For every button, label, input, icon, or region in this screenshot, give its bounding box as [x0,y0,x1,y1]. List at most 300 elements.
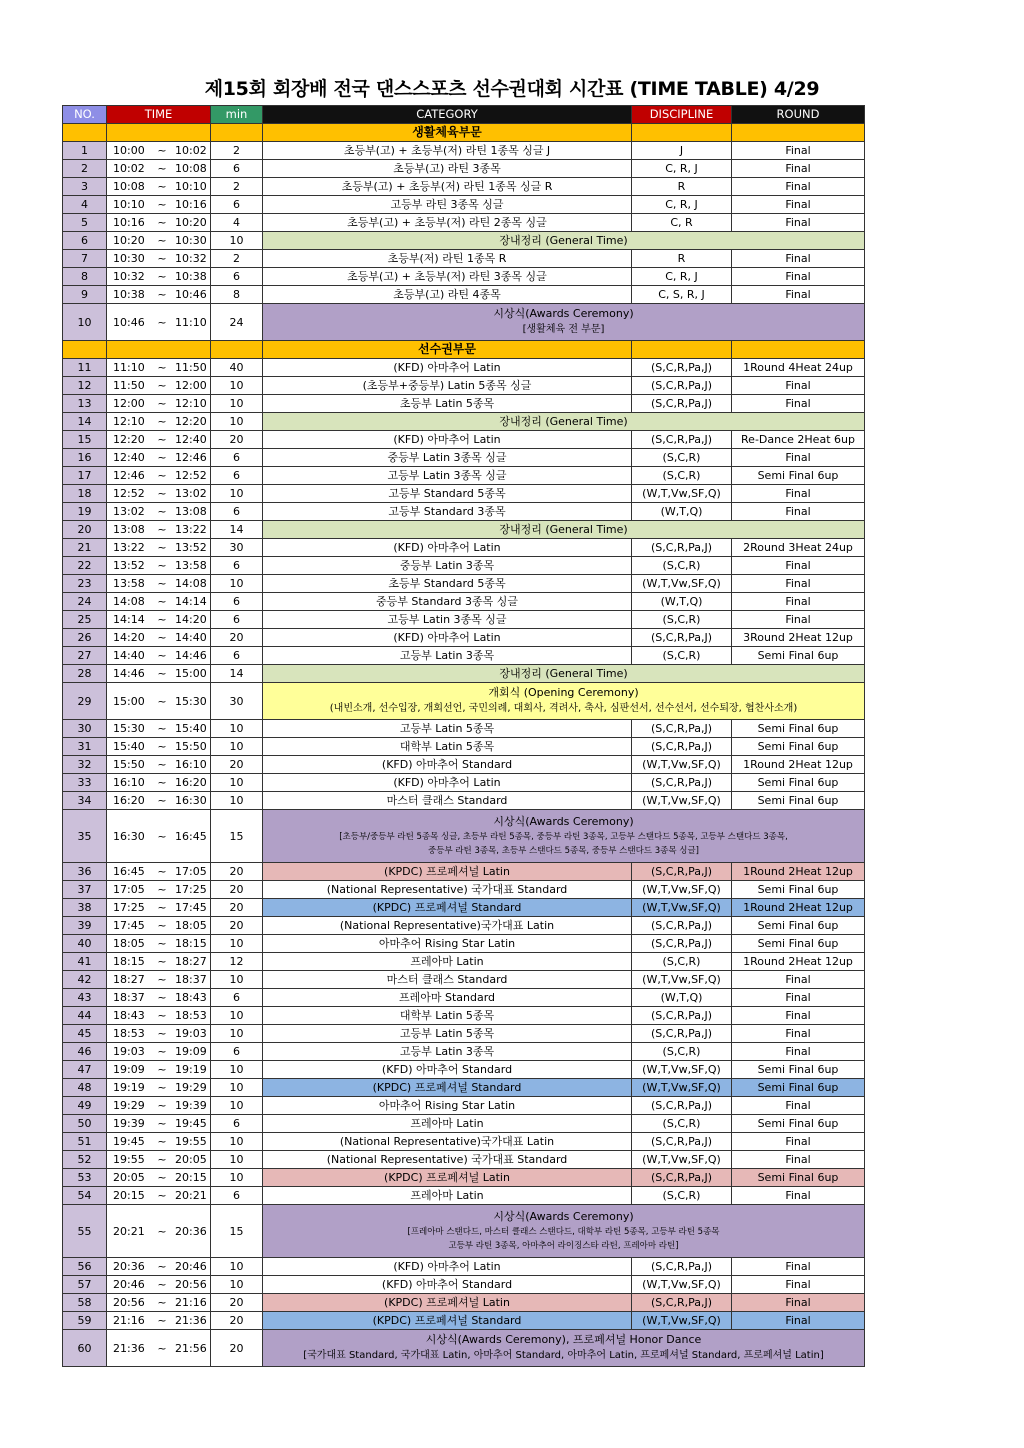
row-time [107,1025,211,1043]
row-number: 14 [63,413,107,431]
row-minutes: 20 [211,431,263,449]
row-minutes: 15 [211,810,263,863]
row-start-time: 10:32 [113,270,145,283]
table-row [63,575,865,593]
table-row [63,413,865,431]
row-round: Final [732,971,865,989]
row-round: Final [732,575,865,593]
row-category: (KFD) 아마추어 Standard [263,1061,632,1079]
row-discipline: (S,C,R,Pa,J) [632,539,732,557]
row-number: 37 [63,881,107,899]
row-time-separator: ~ [157,1081,167,1094]
row-end-time: 10:46 [175,288,207,301]
row-category: 고등부 Latin 3종목 [263,1043,632,1061]
row-time [107,629,211,647]
row-minutes: 10 [211,1025,263,1043]
row-time-separator: ~ [157,1117,167,1130]
row-discipline: (S,C,R,Pa,J) [632,935,732,953]
row-minutes: 30 [211,683,263,720]
row-round: Final [732,1025,865,1043]
row-end-time: 16:45 [175,829,207,843]
row-time-separator: ~ [157,631,167,644]
row-time-separator: ~ [157,162,167,175]
row-time-separator: ~ [157,1153,167,1166]
row-start-time: 13:58 [113,577,145,590]
table-row [63,1025,865,1043]
row-end-time: 18:27 [175,955,207,968]
table-row [63,1097,865,1115]
row-round: Semi Final 6up [732,1115,865,1133]
table-row [63,917,865,935]
row-number: 51 [63,1133,107,1151]
row-time [107,810,211,863]
row-end-time: 13:52 [175,541,207,554]
row-time-separator: ~ [157,937,167,950]
row-minutes: 10 [211,1079,263,1097]
row-discipline: (S,C,R,Pa,J) [632,1025,732,1043]
row-discipline: (S,C,R,Pa,J) [632,377,732,395]
row-time-separator: ~ [157,523,167,536]
table-row [63,1169,865,1187]
row-start-time: 20:46 [113,1278,145,1291]
row-start-time: 11:50 [113,379,145,392]
row-round: Semi Final 6up [732,881,865,899]
row-time [107,286,211,304]
row-number: 28 [63,665,107,683]
row-number: 2 [63,160,107,178]
row-discipline: (S,C,R,Pa,J) [632,1007,732,1025]
row-time-separator: ~ [157,595,167,608]
row-number: 42 [63,971,107,989]
row-discipline: C, S, R, J [632,286,732,304]
row-time-separator: ~ [157,694,167,708]
row-number: 60 [63,1330,107,1367]
row-time-separator: ~ [157,469,167,482]
row-time-separator: ~ [157,955,167,968]
row-discipline: (W,T,Vw,SF,Q) [632,881,732,899]
row-category: (KFD) 아마추어 Latin [263,431,632,449]
row-time [107,232,211,250]
row-discipline: C, R, J [632,196,732,214]
row-start-time: 12:20 [113,433,145,446]
row-category: (KPDC) 프로페셔널 Standard [263,899,632,917]
row-time-separator: ~ [157,1341,167,1355]
row-number: 46 [63,1043,107,1061]
row-end-time: 18:53 [175,1009,207,1022]
row-number: 54 [63,1187,107,1205]
row-round: Final [732,449,865,467]
row-start-time: 12:52 [113,487,145,500]
row-time-separator: ~ [157,1045,167,1058]
row-number: 3 [63,178,107,196]
row-round: 1Round 2Heat 12up [732,756,865,774]
row-number: 8 [63,268,107,286]
row-discipline: (W,T,Vw,SF,Q) [632,575,732,593]
row-time-separator: ~ [157,722,167,735]
row-discipline: (W,T,Q) [632,503,732,521]
row-category: (KPDC) 프로페셔널 Standard [263,1079,632,1097]
row-start-time: 21:36 [113,1341,145,1355]
row-category: 마스터 클래스 Standard [263,792,632,810]
row-start-time: 10:08 [113,180,145,193]
row-time-separator: ~ [157,270,167,283]
row-category-line3: 중등부 라틴 3종목, 초등부 스탠다드 5종목, 중등부 스탠다드 3종목 싱글] [428,846,699,856]
row-time [107,593,211,611]
table-row [63,539,865,557]
table-row [63,1294,865,1312]
row-category: (초등부+중등부) Latin 5종목 싱글 [263,377,632,395]
row-category [263,810,865,863]
row-category-line1: 장내정리 (General Time) [499,233,628,247]
table-row [63,792,865,810]
row-end-time: 13:08 [175,505,207,518]
table-row [63,810,865,863]
row-round: Final [732,268,865,286]
row-discipline: (S,C,R,Pa,J) [632,431,732,449]
row-category [263,665,865,683]
row-category [263,1330,865,1367]
row-time-separator: ~ [157,180,167,193]
row-number: 48 [63,1079,107,1097]
row-round: Semi Final 6up [732,792,865,810]
row-end-time: 12:52 [175,469,207,482]
row-time [107,1258,211,1276]
row-start-time: 13:22 [113,541,145,554]
row-time [107,1205,211,1258]
row-end-time: 11:50 [175,361,207,374]
row-number: 55 [63,1205,107,1258]
table-row [63,485,865,503]
row-end-time: 14:40 [175,631,207,644]
row-discipline: (W,T,Vw,SF,Q) [632,971,732,989]
row-category: 고등부 Latin 3종목 [263,647,632,665]
row-category: (KFD) 아마추어 Latin [263,629,632,647]
row-number: 56 [63,1258,107,1276]
row-end-time: 21:36 [175,1314,207,1327]
row-minutes: 10 [211,1276,263,1294]
row-round: Semi Final 6up [732,1061,865,1079]
table-row [63,449,865,467]
row-end-time: 10:08 [175,162,207,175]
row-time-separator: ~ [157,883,167,896]
row-round: Final [732,557,865,575]
section-blank-cell [632,341,732,359]
table-row [63,1115,865,1133]
row-round: Re-Dance 2Heat 6up [732,431,865,449]
page-title: 제15회 회장배 전국 댄스스포츠 선수권대회 시간표 (TIME TABLE) 4/29 [204,78,820,100]
row-time-separator: ~ [157,613,167,626]
row-time [107,971,211,989]
row-start-time: 20:56 [113,1296,145,1309]
row-minutes: 6 [211,449,263,467]
row-time-separator: ~ [157,397,167,410]
row-category-line2: [프레아마 스탠다드, 마스터 클래스 스탠다드, 대학부 라틴 5종목, 고등부 라틴 5종목 [407,1227,720,1237]
row-time-separator: ~ [157,487,167,500]
row-end-time: 13:02 [175,487,207,500]
row-category: 대학부 Latin 5종목 [263,1007,632,1025]
row-number: 4 [63,196,107,214]
row-round: Semi Final 6up [732,738,865,756]
row-category: 초등부(저) 라틴 1종목 R [263,250,632,268]
row-start-time: 10:16 [113,216,145,229]
row-end-time: 13:22 [175,523,207,536]
header-time: TIME [107,106,211,124]
row-category-line1: 시상식(Awards Ceremony) [493,1210,634,1223]
table-row [63,304,865,341]
row-time [107,268,211,286]
table-row [63,557,865,575]
row-end-time: 20:05 [175,1153,207,1166]
row-number: 24 [63,593,107,611]
header-round: ROUND [732,106,865,124]
row-start-time: 10:00 [113,144,145,157]
row-discipline: (W,T,Vw,SF,Q) [632,1312,732,1330]
row-number: 35 [63,810,107,863]
table-row [63,1312,865,1330]
row-time [107,449,211,467]
row-end-time: 12:00 [175,379,207,392]
row-category-line2: (내빈소개, 선수입장, 개회선언, 국민의례, 대회사, 격려사, 축사, 심판선서, 선수선서, 선수퇴장, 협찬사소개) [329,703,798,714]
row-round: Semi Final 6up [732,720,865,738]
row-category: 고등부 Latin 3종목 싱글 [263,467,632,485]
row-category-line3: 고등부 라틴 3종목, 아마추어 라이징스타 라틴, 프레아마 라틴] [448,1241,679,1251]
row-discipline: (S,C,R,Pa,J) [632,1258,732,1276]
row-number: 39 [63,917,107,935]
row-category: (KFD) 아마추어 Latin [263,1258,632,1276]
row-number: 13 [63,395,107,413]
row-time-separator: ~ [157,216,167,229]
row-start-time: 14:08 [113,595,145,608]
row-end-time: 14:14 [175,595,207,608]
row-discipline: C, R [632,214,732,232]
row-round: Final [732,160,865,178]
row-number: 40 [63,935,107,953]
section-blank-cell [211,124,263,142]
row-time-separator: ~ [157,1009,167,1022]
row-minutes: 6 [211,989,263,1007]
row-end-time: 19:09 [175,1045,207,1058]
row-round: Final [732,1151,865,1169]
row-time [107,557,211,575]
table-row [63,629,865,647]
row-category: (KPDC) 프로페셔널 Latin [263,1169,632,1187]
table-row [63,395,865,413]
row-time [107,467,211,485]
row-time-separator: ~ [157,740,167,753]
row-start-time: 18:37 [113,991,145,1004]
table-row [63,232,865,250]
row-round: Final [732,611,865,629]
table-row [63,1061,865,1079]
row-time [107,142,211,160]
timetable-body [63,124,865,1367]
row-time [107,1133,211,1151]
row-time-separator: ~ [157,541,167,554]
row-end-time: 10:20 [175,216,207,229]
row-discipline: R [632,178,732,196]
row-time-separator: ~ [157,577,167,590]
row-start-time: 20:15 [113,1189,145,1202]
row-start-time: 15:00 [113,694,145,708]
row-time [107,377,211,395]
row-time [107,611,211,629]
table-row [63,738,865,756]
row-discipline: (S,C,R) [632,1043,732,1061]
row-time [107,1043,211,1061]
row-category [263,413,865,431]
row-number: 17 [63,467,107,485]
row-start-time: 15:40 [113,740,145,753]
row-end-time: 19:45 [175,1117,207,1130]
row-number: 5 [63,214,107,232]
table-row [63,683,865,720]
table-row [63,989,865,1007]
row-round: Final [732,196,865,214]
row-category: 초등부 Latin 5종목 [263,395,632,413]
row-round: 1Round 4Heat 24up [732,359,865,377]
row-minutes: 20 [211,917,263,935]
row-number: 9 [63,286,107,304]
row-time-separator: ~ [157,144,167,157]
table-row [63,1043,865,1061]
table-row [63,286,865,304]
row-end-time: 15:50 [175,740,207,753]
row-minutes: 20 [211,1294,263,1312]
row-round: Semi Final 6up [732,647,865,665]
row-minutes: 10 [211,1169,263,1187]
row-category-line2: [국가대표 Standard, 국가대표 Latin, 아마추어 Standard, 아마추어 Latin, 프로페셔널 Standard, 프로페셔널 Latin] [303,1350,824,1361]
row-number: 31 [63,738,107,756]
row-start-time: 12:00 [113,397,145,410]
row-number: 26 [63,629,107,647]
table-row [63,1133,865,1151]
header-no: NO. [63,106,107,124]
row-start-time: 17:45 [113,919,145,932]
row-category: 고등부 Latin 3종목 싱글 [263,611,632,629]
section-blank-cell [107,341,211,359]
row-time-separator: ~ [157,505,167,518]
row-time-separator: ~ [157,1224,167,1238]
row-category [263,304,865,341]
table-row [63,1258,865,1276]
table-row [63,899,865,917]
header-category: CATEGORY [263,106,632,124]
row-end-time: 12:20 [175,415,207,428]
row-end-time: 18:05 [175,919,207,932]
row-number: 58 [63,1294,107,1312]
row-start-time: 18:05 [113,937,145,950]
table-row [63,467,865,485]
row-start-time: 19:19 [113,1081,145,1094]
section-blank-cell [732,124,865,142]
row-minutes: 10 [211,1151,263,1169]
row-minutes: 6 [211,1115,263,1133]
row-round: Semi Final 6up [732,1169,865,1187]
table-row [63,863,865,881]
table-row [63,160,865,178]
row-minutes: 10 [211,1007,263,1025]
row-round: 3Round 2Heat 12up [732,629,865,647]
row-category: 고등부 Latin 5종목 [263,1025,632,1043]
row-category: 초등부(고) + 초등부(저) 라틴 3종목 싱글 [263,268,632,286]
row-number: 44 [63,1007,107,1025]
section-blank-cell [211,341,263,359]
row-discipline: (W,T,Vw,SF,Q) [632,899,732,917]
row-start-time: 19:03 [113,1045,145,1058]
row-discipline: (S,C,R) [632,449,732,467]
row-number: 49 [63,1097,107,1115]
row-number: 7 [63,250,107,268]
row-minutes: 20 [211,881,263,899]
row-end-time: 10:30 [175,234,207,247]
row-category: (KPDC) 프로페셔널 Standard [263,1312,632,1330]
row-time-separator: ~ [157,1171,167,1184]
row-category [263,232,865,250]
table-row [63,214,865,232]
row-start-time: 18:27 [113,973,145,986]
row-round: Final [732,142,865,160]
row-number: 52 [63,1151,107,1169]
section-blank-cell [63,341,107,359]
row-time [107,1169,211,1187]
row-number: 16 [63,449,107,467]
row-time-separator: ~ [157,991,167,1004]
row-discipline: (W,T,Vw,SF,Q) [632,1061,732,1079]
row-start-time: 16:45 [113,865,145,878]
row-time-separator: ~ [157,794,167,807]
row-start-time: 18:15 [113,955,145,968]
row-time-separator: ~ [157,315,167,329]
row-time-separator: ~ [157,758,167,771]
row-minutes: 20 [211,1312,263,1330]
row-start-time: 20:21 [113,1224,145,1238]
row-end-time: 20:21 [175,1189,207,1202]
row-category: (KFD) 아마추어 Latin [263,774,632,792]
row-minutes: 14 [211,665,263,683]
row-number: 29 [63,683,107,720]
row-round: Final [732,395,865,413]
row-round: Semi Final 6up [732,917,865,935]
row-minutes: 6 [211,611,263,629]
row-time-separator: ~ [157,1260,167,1273]
row-time-separator: ~ [157,1027,167,1040]
row-start-time: 10:20 [113,234,145,247]
row-category: 초등부 Standard 5종목 [263,575,632,593]
row-number: 38 [63,899,107,917]
row-category: (National Representative) 국가대표 Standard [263,1151,632,1169]
section-blank-cell [732,341,865,359]
row-category: (KPDC) 프로페셔널 Latin [263,1294,632,1312]
row-minutes: 20 [211,756,263,774]
table-row [63,359,865,377]
row-category-line1: 시상식(Awards Ceremony) [493,307,634,320]
row-time-separator: ~ [157,1135,167,1148]
row-round: Final [732,1312,865,1330]
row-end-time: 16:30 [175,794,207,807]
row-category: 프레아마 Standard [263,989,632,1007]
table-row [63,935,865,953]
table-row [63,647,865,665]
row-minutes: 6 [211,1043,263,1061]
row-minutes: 6 [211,268,263,286]
row-category: (KPDC) 프로페셔널 Latin [263,863,632,881]
row-start-time: 10:38 [113,288,145,301]
row-time [107,647,211,665]
row-time [107,881,211,899]
row-time-separator: ~ [157,288,167,301]
row-start-time: 19:39 [113,1117,145,1130]
row-time-separator: ~ [157,559,167,572]
